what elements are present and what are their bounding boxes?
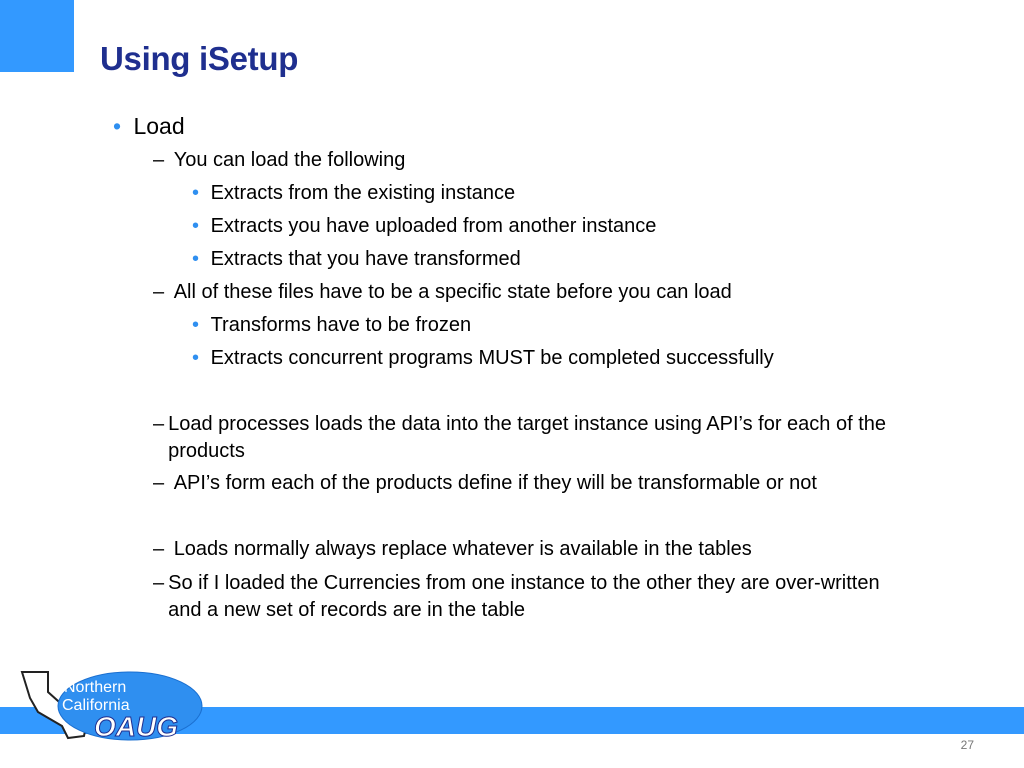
logo-line3: OAUG <box>94 711 178 742</box>
bullet-icon: • <box>192 182 200 204</box>
dash-item <box>153 472 817 495</box>
sub-bullet-text: Extracts from the existing instance <box>210 182 516 204</box>
logo-line1: Northern <box>64 679 127 696</box>
sub-bullet-item <box>192 248 521 271</box>
dash-text: Load processes loads the data into the target instance using API’s for each of the products <box>168 413 887 462</box>
page-number: 27 <box>960 738 974 752</box>
bullet-load <box>113 113 185 140</box>
sub-bullet-text: Extracts concurrent programs MUST be completed successfully <box>210 347 774 369</box>
dash-text: So if I loaded the Currencies from one instance to the other they are over-written and a new set of records are in the table <box>168 572 880 621</box>
dash-item <box>153 538 752 561</box>
dash-icon: – <box>153 572 165 594</box>
sub-bullet-item <box>192 215 656 238</box>
dash-icon: – <box>153 472 165 494</box>
dash-icon: – <box>153 281 165 303</box>
dash-item <box>153 149 405 172</box>
northern-california-oaug-logo <box>8 668 208 742</box>
sub-bullet-text: Extracts you have uploaded from another instance <box>210 215 657 237</box>
sub-bullet-item <box>192 182 515 205</box>
slide-title: Using iSetup <box>100 40 299 77</box>
bullet-text: Load <box>133 113 185 139</box>
dash-item <box>153 281 732 304</box>
dash-item <box>153 570 933 624</box>
logo-line2: California <box>62 697 130 714</box>
dash-text: All of these files have to be a specific state before you can load <box>173 281 732 303</box>
bullet-icon: • <box>192 215 200 237</box>
dash-text: Loads normally always replace whatever is available in the tables <box>173 538 752 560</box>
sub-bullet-item <box>192 347 774 370</box>
dash-icon: – <box>153 538 165 560</box>
dash-icon: – <box>153 413 165 435</box>
bullet-icon: • <box>192 314 200 336</box>
corner-accent-square <box>0 0 74 72</box>
sub-bullet-item <box>192 314 471 337</box>
sub-bullet-text: Extracts that you have transformed <box>210 248 521 270</box>
bullet-icon: • <box>192 347 200 369</box>
dash-item <box>153 411 913 465</box>
bullet-icon: • <box>113 113 122 139</box>
sub-bullet-text: Transforms have to be frozen <box>210 314 472 336</box>
dash-icon: – <box>153 149 165 171</box>
dash-text: You can load the following <box>173 149 406 171</box>
dash-text: API’s form each of the products define if they will be transformable or not <box>173 472 817 494</box>
bullet-icon: • <box>192 248 200 270</box>
